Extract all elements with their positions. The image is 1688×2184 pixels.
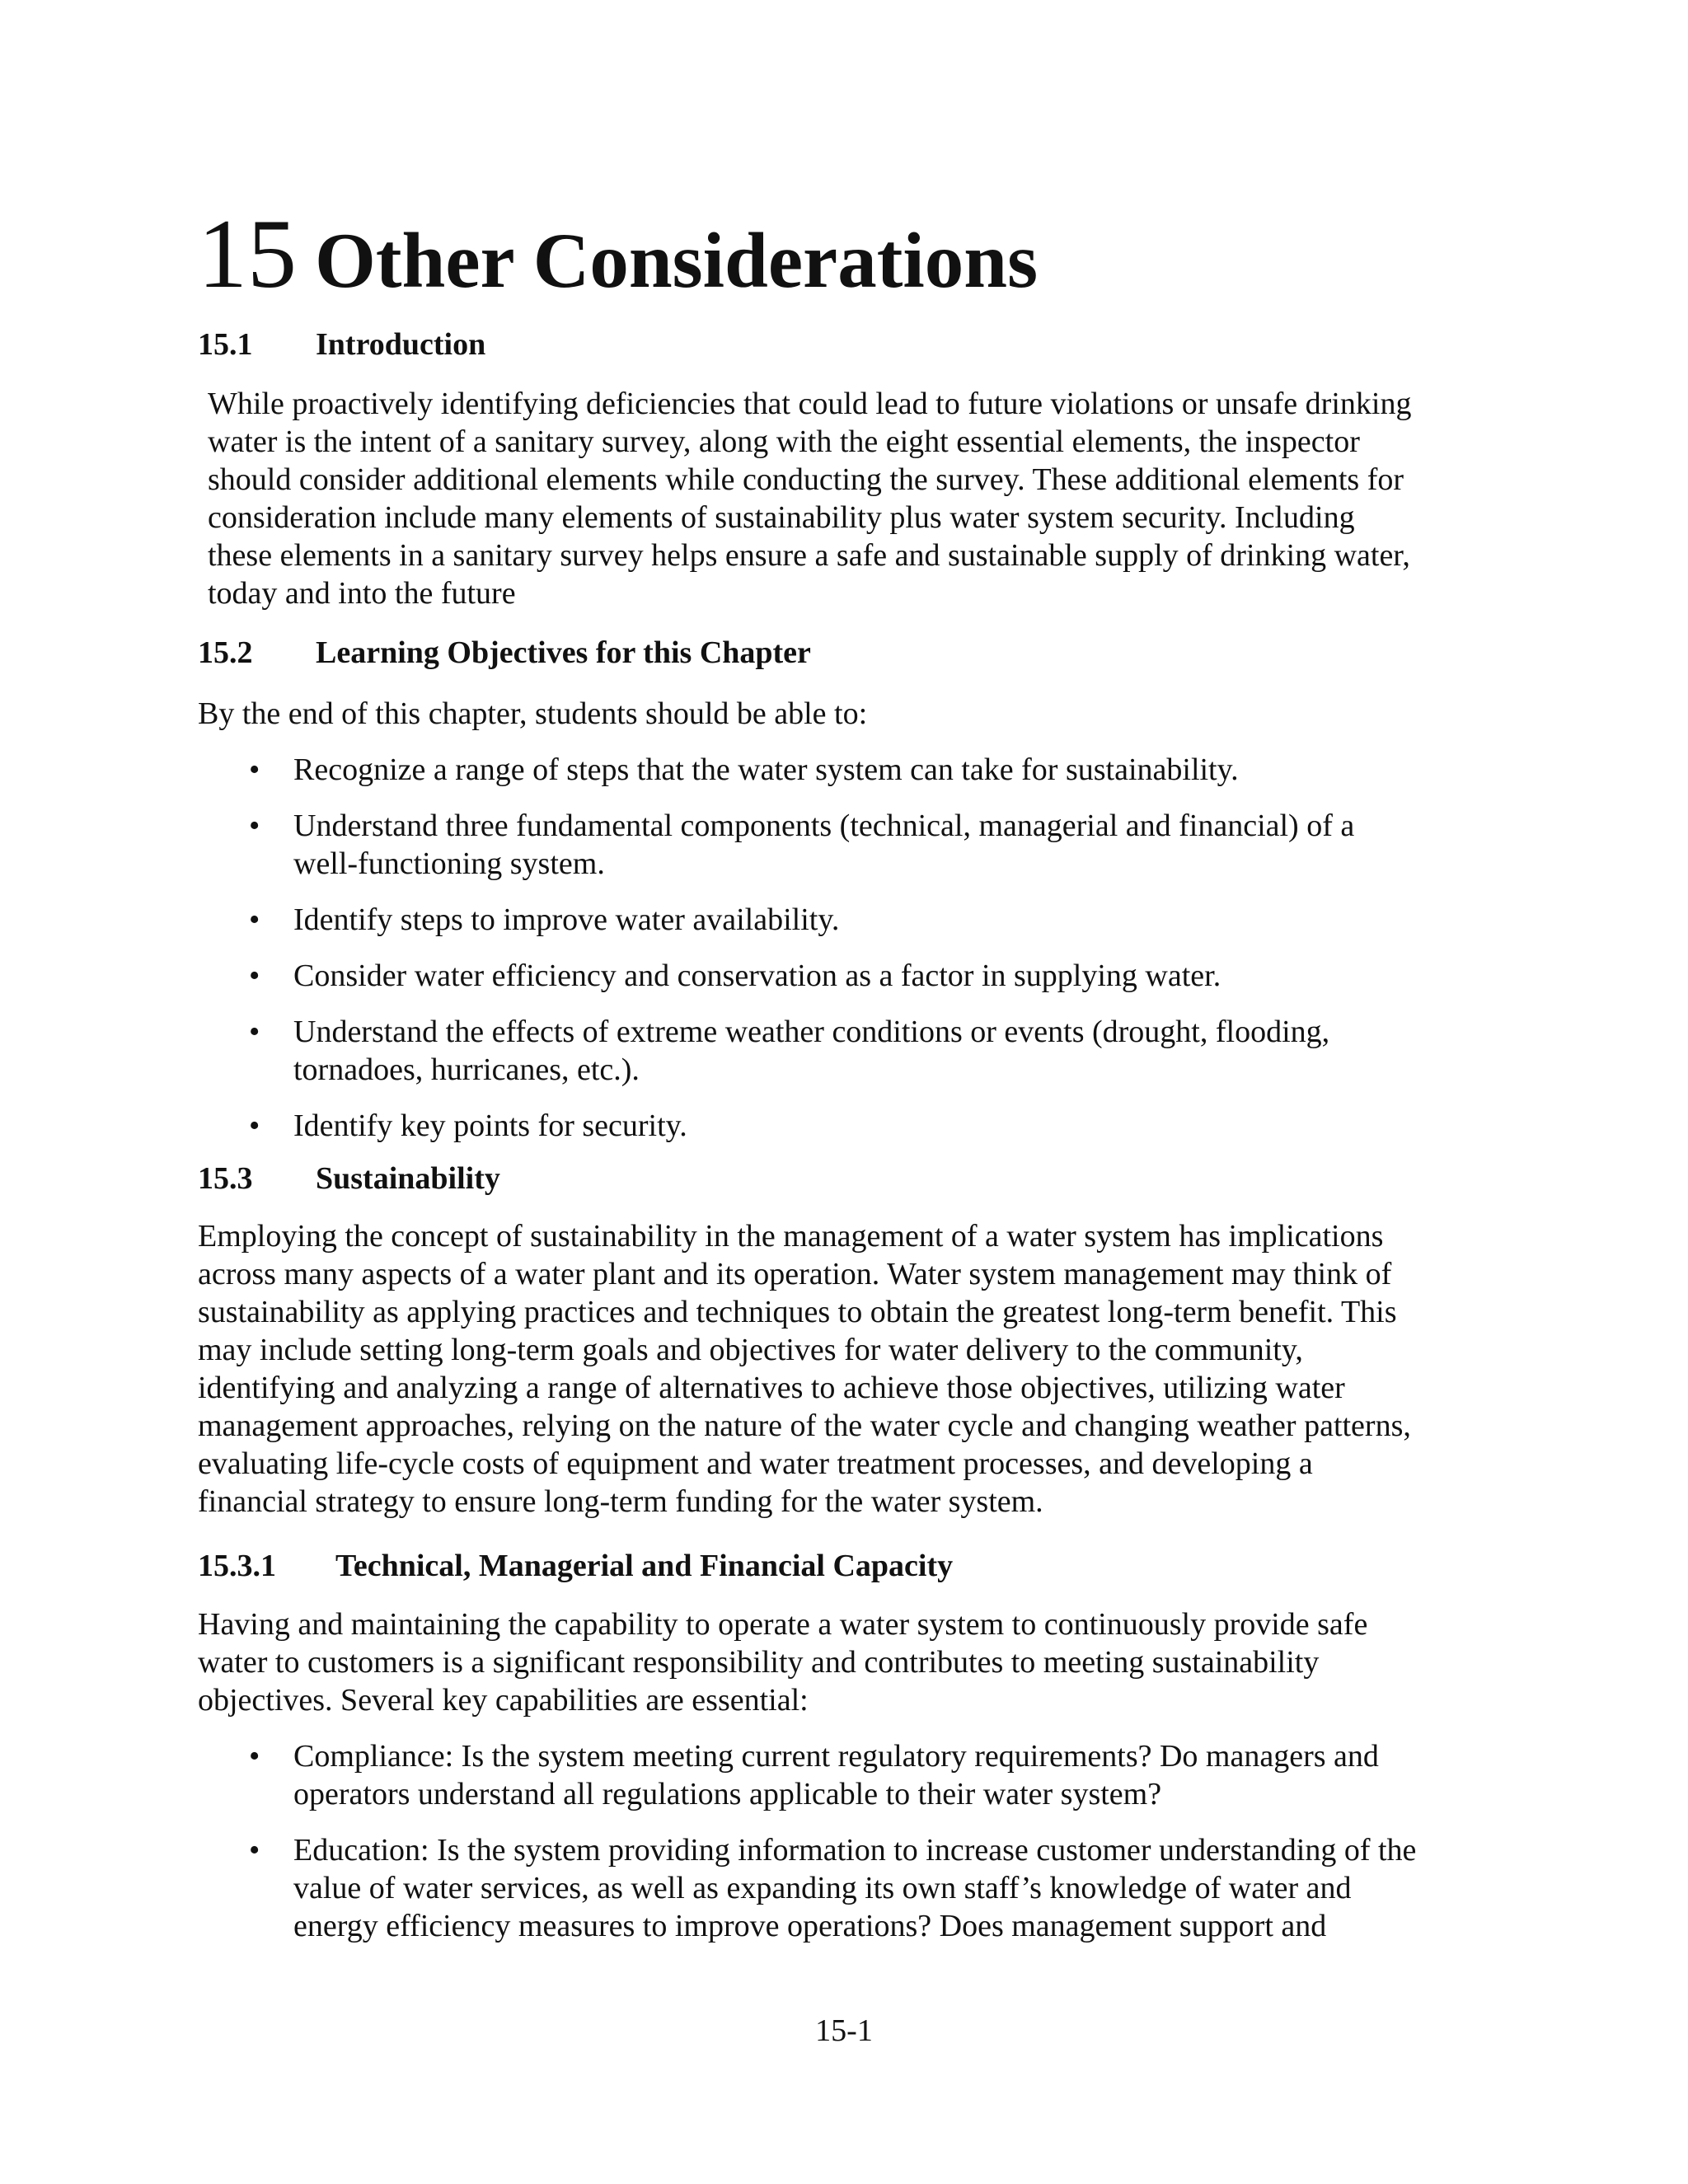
- paragraph-line: water is the intent of a sanitary survey, along with the eight essential elements, the inspector: [208, 424, 1360, 459]
- section-title: Sustainability: [316, 1161, 500, 1196]
- sustainability-paragraph: [198, 1217, 1411, 1521]
- chapter-number: 15: [198, 199, 297, 308]
- section-heading-15-1: [198, 326, 485, 364]
- item-line: energy efficiency measures to improve operations? Does management support and: [293, 1909, 1327, 1943]
- bullet-icon: •: [249, 958, 260, 993]
- item-line: tornadoes, hurricanes, etc.).: [293, 1052, 640, 1087]
- paragraph-line: evaluating life-cycle costs of equipment and water treatment processes, and developing a: [198, 1446, 1313, 1481]
- paragraph-line: may include setting long-term goals and objectives for water delivery to the community,: [198, 1333, 1303, 1367]
- objectives-intro: [198, 695, 867, 733]
- section-number: 15.3.1: [198, 1549, 276, 1583]
- bullet-icon: •: [249, 1739, 260, 1774]
- paragraph-line: consideration include many elements of sustainability plus water system security. Including: [208, 500, 1355, 535]
- paragraph-line: Employing the concept of sustainability in the management of a water system has implications: [198, 1219, 1384, 1254]
- bullet-icon: •: [249, 752, 260, 787]
- section-heading-15-2: [198, 635, 811, 673]
- item-line: Recognize a range of steps that the water system can take for sustainability.: [293, 752, 1239, 787]
- section-heading-15-3-1: [198, 1548, 953, 1586]
- item-line: Understand three fundamental components (technical, managerial and financial) of a: [293, 808, 1355, 843]
- intro-paragraph: [208, 385, 1411, 612]
- bullet-icon: •: [249, 1833, 260, 1868]
- section-number: 15.2: [198, 635, 253, 670]
- paragraph-line: Having and maintaining the capability to operate a water system to continuously provide safe: [198, 1607, 1368, 1642]
- paragraph-line: across many aspects of a water plant and its operation. Water system management may think of: [198, 1257, 1392, 1291]
- page-number: 15-1: [815, 2013, 873, 2048]
- section-heading-15-3: [198, 1160, 500, 1198]
- item-line: operators understand all regulations applicable to their water system?: [293, 1777, 1162, 1811]
- section-title: Introduction: [316, 327, 486, 362]
- item-line: Identify key points for security.: [293, 1108, 687, 1143]
- paragraph-line: today and into the future: [208, 576, 516, 611]
- bullet-icon: •: [249, 1015, 260, 1049]
- item-line: Education: Is the system providing information to increase customer understanding of the: [293, 1833, 1417, 1868]
- paragraph-line: management approaches, relying on the nature of the water cycle and changing weather patterns,: [198, 1408, 1411, 1443]
- bullet-icon: •: [249, 1108, 260, 1143]
- paragraph-line: identifying and analyzing a range of alternatives to achieve those objectives, utilizing water: [198, 1371, 1345, 1405]
- item-line: well-functioning system.: [293, 846, 605, 881]
- paragraph-line: financial strategy to ensure long-term funding for the water system.: [198, 1484, 1043, 1519]
- section-number: 15.1: [198, 327, 253, 362]
- item-line: Consider water efficiency and conservation as a factor in supplying water.: [293, 958, 1221, 993]
- paragraph-line: By the end of this chapter, students should be able to:: [198, 696, 868, 731]
- item-line: Identify steps to improve water availability.: [293, 902, 840, 937]
- paragraph-line: water to customers is a significant responsibility and contributes to meeting sustainability: [198, 1645, 1320, 1680]
- section-title: Technical, Managerial and Financial Capacity: [335, 1549, 954, 1583]
- item-line: Understand the effects of extreme weather conditions or events (drought, flooding,: [293, 1015, 1330, 1049]
- capacity-paragraph: [198, 1605, 1367, 1719]
- paragraph-line: should consider additional elements while conducting the survey. These additional elements for: [208, 462, 1404, 497]
- section-title: Learning Objectives for this Chapter: [316, 635, 811, 670]
- item-line: value of water services, as well as expanding its own staff’s knowledge of water and: [293, 1871, 1352, 1905]
- paragraph-line: While proactively identifying deficiencies that could lead to future violations or unsafe drinking: [208, 387, 1412, 421]
- bullet-icon: •: [249, 902, 260, 937]
- item-line: Compliance: Is the system meeting current regulatory requirements? Do managers and: [293, 1739, 1379, 1774]
- paragraph-line: objectives. Several key capabilities are essential:: [198, 1683, 809, 1718]
- chapter-title: [198, 199, 1039, 308]
- chapter-name: Other Considerations: [315, 217, 1039, 304]
- paragraph-line: sustainability as applying practices and techniques to obtain the greatest long-term benefit. This: [198, 1295, 1397, 1329]
- bullet-icon: •: [249, 808, 260, 843]
- paragraph-line: these elements in a sanitary survey helps ensure a safe and sustainable supply of drinking water,: [208, 538, 1410, 573]
- section-number: 15.3: [198, 1161, 253, 1196]
